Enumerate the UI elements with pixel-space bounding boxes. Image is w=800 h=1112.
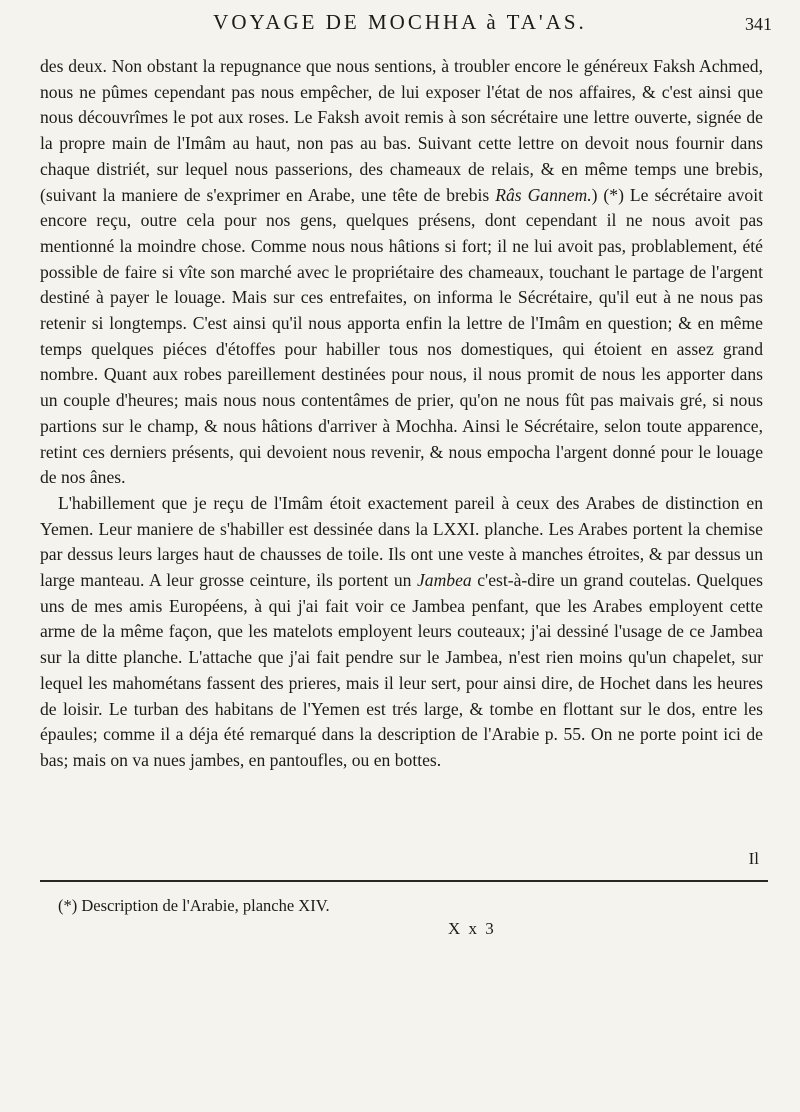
catchword: Il — [748, 849, 759, 868]
signature-mark: X x 3 — [448, 919, 496, 938]
paragraph-text: L'habillement que je reçu de l'Imâm étoit exactement pareil à ceux des Arabes de distinction en Yemen. Leur maniere de s'habiller est dessinée dans la LXXI. planche. Les Arabes portent la chemise par dessus leurs larges haut de chausses de toile. Ils ont une veste à manches étroites, & par dessus un large manteau. A leur grosse ceinture, ils portent un — [40, 492, 763, 591]
body-text — [40, 54, 763, 774]
italic-term: Jambea — [416, 570, 472, 591]
paragraph — [40, 54, 763, 491]
page-number: 341 — [745, 14, 772, 34]
footnote-divider — [40, 880, 768, 882]
paragraph — [40, 491, 763, 774]
paragraph-text: ) (*) Le sécrétaire avoit encore reçu, outre cela pour nos gens, quelques présens, dont cependant il ne nous avoit pas mentionné la moindre chose. Comme nous nous hâtions si fort; il ne lui avoit pas, problablement, été possible de faire si vîte son marché avec le propriétaire des chameaux, touchant le partage de l'argent destiné à payer le louage. Mais sur ces entrefaites, on informa le Sécrétaire, qu'il eut à ne nous pas retenir si longtemps. C'est ainsi qu'il nous apporta enfin la lettre de l'Imâm en question; & en même temps quelques piéces d'étoffes pour habiller tous nos domestiques, qui étoient en assez grand nombre. Quant aux robes pareillement destinées pour nous, il nous promit de nous les apporter dans un couple d'heures; mais nous nous contentâmes de prier, qu'on ne nous fût pas maivais gré, si nous partions sur le champ, & nous hâtions d'arriver à Mochha. Ainsi le Sécrétaire, selon toute apparence, retint ces derniers présents, qui devoient nous revenir, & nous empocha l'argent donné pour le louage de nos ânes. — [40, 184, 763, 488]
paragraph-text: des deux. Non obstant la repugnance que nous sentions, à troubler encore le généreux Faksh Achmed, nous ne pûmes cependant pas nous empêcher, de lui exposer l'état de nos affaires, & c'est ainsi que nous découvrîmes le pot aux roses. Le Faksh avoit remis à son sécrétaire une lettre ouverte, signée de la propre main de l'Imâm au haut, non pas au bas. Suivant cette lettre on devoit nous fournir dans chaque distriét, sur lequel nous passerions, des chameaux de relais, & en même temps une brebis, (suivant la maniere de s'exprimer en Arabe, une tête de brebis — [40, 56, 763, 205]
italic-term: Râs Gannem. — [495, 184, 592, 205]
footnote: (*) Description de l'Arabie, planche XIV. — [58, 896, 330, 915]
running-head: VOYAGE DE MOCHHA à TA'AS. — [213, 10, 587, 34]
paragraph-text: c'est-à-dire un grand coutelas. Quelques uns de mes amis Européens, à qui j'ai fait voir ce Jambea penfant, que les Arabes employent cette arme de la même façon, que les matelots employent leurs couteaux; j'ai dessiné l'usage de ce Jambea sur la ditte planche. L'attache que j'ai fait pendre sur le Jambea, n'est rien moins qu'un chapelet, sur lequel les mahométans fassent des prieres, mais il leur sert, pour ainsi dire, de Hochet dans les heures de loisir. Le turban des habitans de l'Yemen est trés large, & tombe en flottant sur le dos, entre les épaules; comme il a déja été remarqué dans la description de l'Arabie p. 55. On ne porte point ici de bas; mais on va nues jambes, en pantoufles, ou en bottes. — [40, 570, 763, 770]
